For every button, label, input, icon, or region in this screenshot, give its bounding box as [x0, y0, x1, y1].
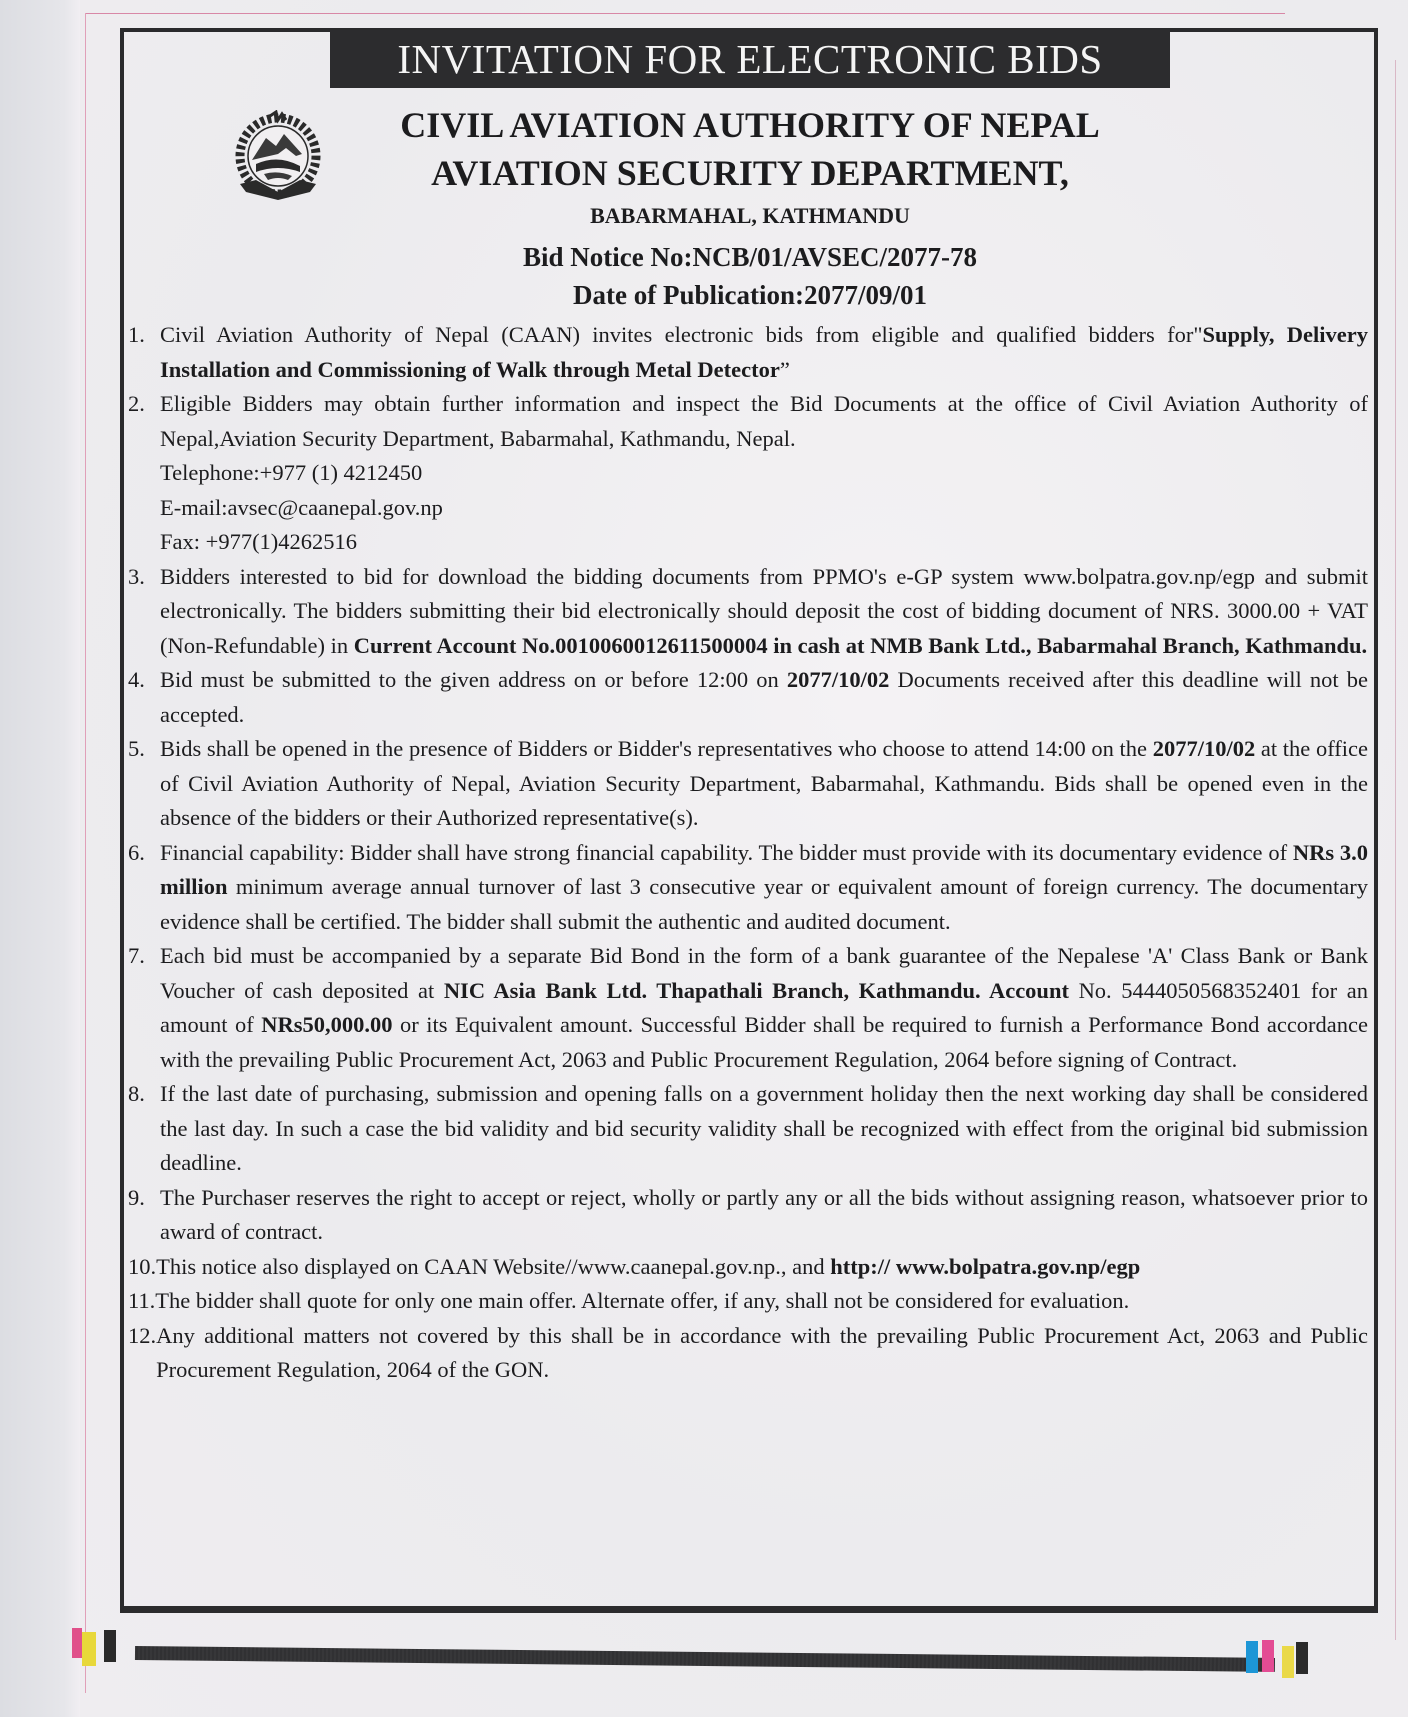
frame-bottom-rule [124, 1606, 1378, 1613]
clause-text [160, 836, 1368, 940]
clause-text-part: or its Equivalent amount. Successful Bidder shall be required to furnish a Performance Bond accordance with the prevailing Public Procurement Act, 2063 and Public Procurement Regulation, 2064 before signing of Contract. [160, 1012, 1369, 1072]
magenta-swatch [72, 1628, 82, 1658]
clause-3 [128, 560, 1368, 664]
clause-number: 10. [128, 1253, 157, 1279]
telephone: Telephone:+977 (1) 4212450 [160, 460, 423, 485]
clause-number: 11. [128, 1288, 156, 1313]
clause-text [160, 939, 1368, 1077]
clause-number: 2. [128, 391, 145, 416]
bolpatra-url: http:// www.bolpatra.gov.np/egp [830, 1253, 1141, 1279]
clause-text-part: Bids shall be opened in the presence of Bidders or Bidder's representatives who choose to attend 14:00 on the [160, 736, 1153, 761]
bank-account-info: Current Account No.0010060012611500004 in cash at NMB Bank Ltd., Babarmahal Branch, Kathmandu. [353, 632, 1368, 658]
clause-text-part: Civil Aviation Authority of Nepal (CAAN) invites electronic bids from eligible and qualified bidders for" [160, 322, 1203, 347]
clause-11 [128, 1284, 1368, 1319]
clause-text-part: Bidders interested to bid for download the bidding documents from PPMO's e-GP system www.bolpatra.gov.np/egp and submit electronically. The bidders submitting their bid electronically should deposit the cost of bidding document of NRS. 3000.00 + VAT (Non-Refundable) in [160, 563, 1368, 658]
clause-9 [128, 1181, 1368, 1250]
clause-text-part: ” [779, 356, 790, 382]
clause-text [160, 387, 1368, 560]
crop-guide-right [1395, 60, 1396, 1640]
notice-title: INVITATION FOR ELECTRONIC BIDS [397, 36, 1103, 82]
crop-guide-top [85, 13, 1285, 14]
clause-text: The Purchaser reserves the right to accept or reject, wholly or partly any or all the bids without assigning reason, whatsoever prior to award of contract. [160, 1184, 1368, 1244]
notice-title-banner [330, 30, 1170, 88]
notice-clauses [128, 318, 1368, 1388]
clause-text: The bidder shall quote for only one main offer. Alternate offer, if any, shall not be considered for evaluation. [155, 1288, 1130, 1313]
black-swatch [1296, 1642, 1308, 1674]
clause-12 [128, 1319, 1368, 1388]
clause-8 [128, 1077, 1368, 1181]
clause-1 [128, 318, 1368, 387]
clause-text-part: This notice also displayed on CAAN Website//www.caanepal.gov.np., and [156, 1253, 831, 1279]
nepal-coat-of-arms-icon [226, 110, 330, 206]
clause-text: If the last date of purchasing, submission and opening falls on a government holiday then the next working day shall be considered the last day. In such a case the bid validity and bid security validity shall be recognized with effect from the original bid submission deadline. [160, 1081, 1368, 1175]
clause-number: 9. [128, 1184, 145, 1210]
turnover-amount: NRs 3.0 million [160, 839, 1368, 899]
clause-text-part: Documents received after this deadline will not be accepted. [160, 667, 1368, 727]
clause-text: Any additional matters not covered by this shall be in accordance with the prevailing Public Procurement Act, 2063 and Public Procurement Regulation, 2064 of the GON. [156, 1322, 1368, 1382]
clause-text [160, 318, 1368, 387]
clause-10 [128, 1250, 1368, 1285]
clause-number: 3. [128, 563, 145, 589]
submission-date: 2077/10/02 [786, 667, 890, 692]
organization-address: BABARMAHAL, KATHMANDU [590, 203, 910, 228]
department-name: AVIATION SECURITY DEPARTMENT, [431, 153, 1069, 193]
clause-number: 12. [128, 1322, 157, 1348]
clause-number: 8. [128, 1081, 145, 1106]
clause-number: 5. [128, 736, 145, 761]
black-swatch [104, 1630, 116, 1662]
clause-number: 4. [128, 667, 145, 692]
clause-text-part: Bid must be submitted to the given address on or before 12:00 on [160, 667, 787, 692]
clause-text-part: at the office of Civil Aviation Authority of Nepal, Aviation Security Department, Babarmahal, Kathmandu. Bids shall be opened even in the absence of the bidders or their Authorized representative(s). [160, 736, 1368, 830]
clause-text-part: No. 5444050568352401 for an amount of [160, 977, 1368, 1037]
clause-text [160, 663, 1368, 732]
publication-date: Date of Publication:2077/09/01 [573, 280, 927, 310]
organization-name: CIVIL AVIATION AUTHORITY OF NEPAL [400, 105, 1100, 145]
clause-number: 6. [128, 839, 145, 865]
email: E-mail:avsec@caanepal.gov.np [160, 494, 443, 520]
clause-5 [128, 732, 1368, 836]
clause-2 [128, 387, 1368, 560]
clause-6 [128, 836, 1368, 940]
clause-text [156, 1250, 1368, 1285]
clause-text-part: Eligible Bidders may obtain further information and inspect the Bid Documents at the office of Civil Aviation Authority of Nepal,Aviation Security Department, Babarmahal, Kathmandu, Nepal. [160, 391, 1368, 451]
clause-4 [128, 663, 1368, 732]
scan-left-margin [0, 0, 80, 1717]
fax: Fax: +977(1)4262516 [160, 529, 358, 554]
bid-notice-number: Bid Notice No:NCB/01/AVSEC/2077-78 [522, 242, 978, 272]
clause-text [160, 560, 1368, 664]
magenta-swatch [1262, 1640, 1274, 1672]
clause-text [160, 732, 1368, 836]
clause-number: 7. [128, 943, 145, 968]
cyan-swatch [1246, 1641, 1258, 1673]
yellow-swatch [1282, 1646, 1294, 1678]
bid-bond-amount: NRs50,000.00 [261, 1012, 393, 1037]
crop-guide-left [85, 13, 86, 1693]
opening-date: 2077/10/02 [1152, 736, 1256, 761]
yellow-swatch [82, 1632, 96, 1666]
clause-text-part: Financial capability: Bidder shall have strong financial capability. The bidder must provide with its documentary evidence of [160, 839, 1293, 865]
clause-text-part: Each bid must be accompanied by a separate Bid Bond in the form of a bank guarantee of the Nepalese 'A' Class Bank or Bank Voucher of cash deposited at [160, 943, 1368, 1003]
clause-7 [128, 939, 1368, 1077]
bid-bond-bank: NIC Asia Bank Ltd. Thapathali Branch, Kathmandu. Account [443, 977, 1069, 1003]
clause-text-part: minimum average annual turnover of last 3 consecutive year or equivalent amount of foreign currency. The documentary evidence shall be certified. The bidder shall submit the authentic and audited document. [160, 874, 1368, 934]
clause-number: 1. [128, 322, 145, 347]
procurement-item: Supply, Delivery Installation and Commissioning of Walk through Metal Detector [160, 322, 1368, 382]
